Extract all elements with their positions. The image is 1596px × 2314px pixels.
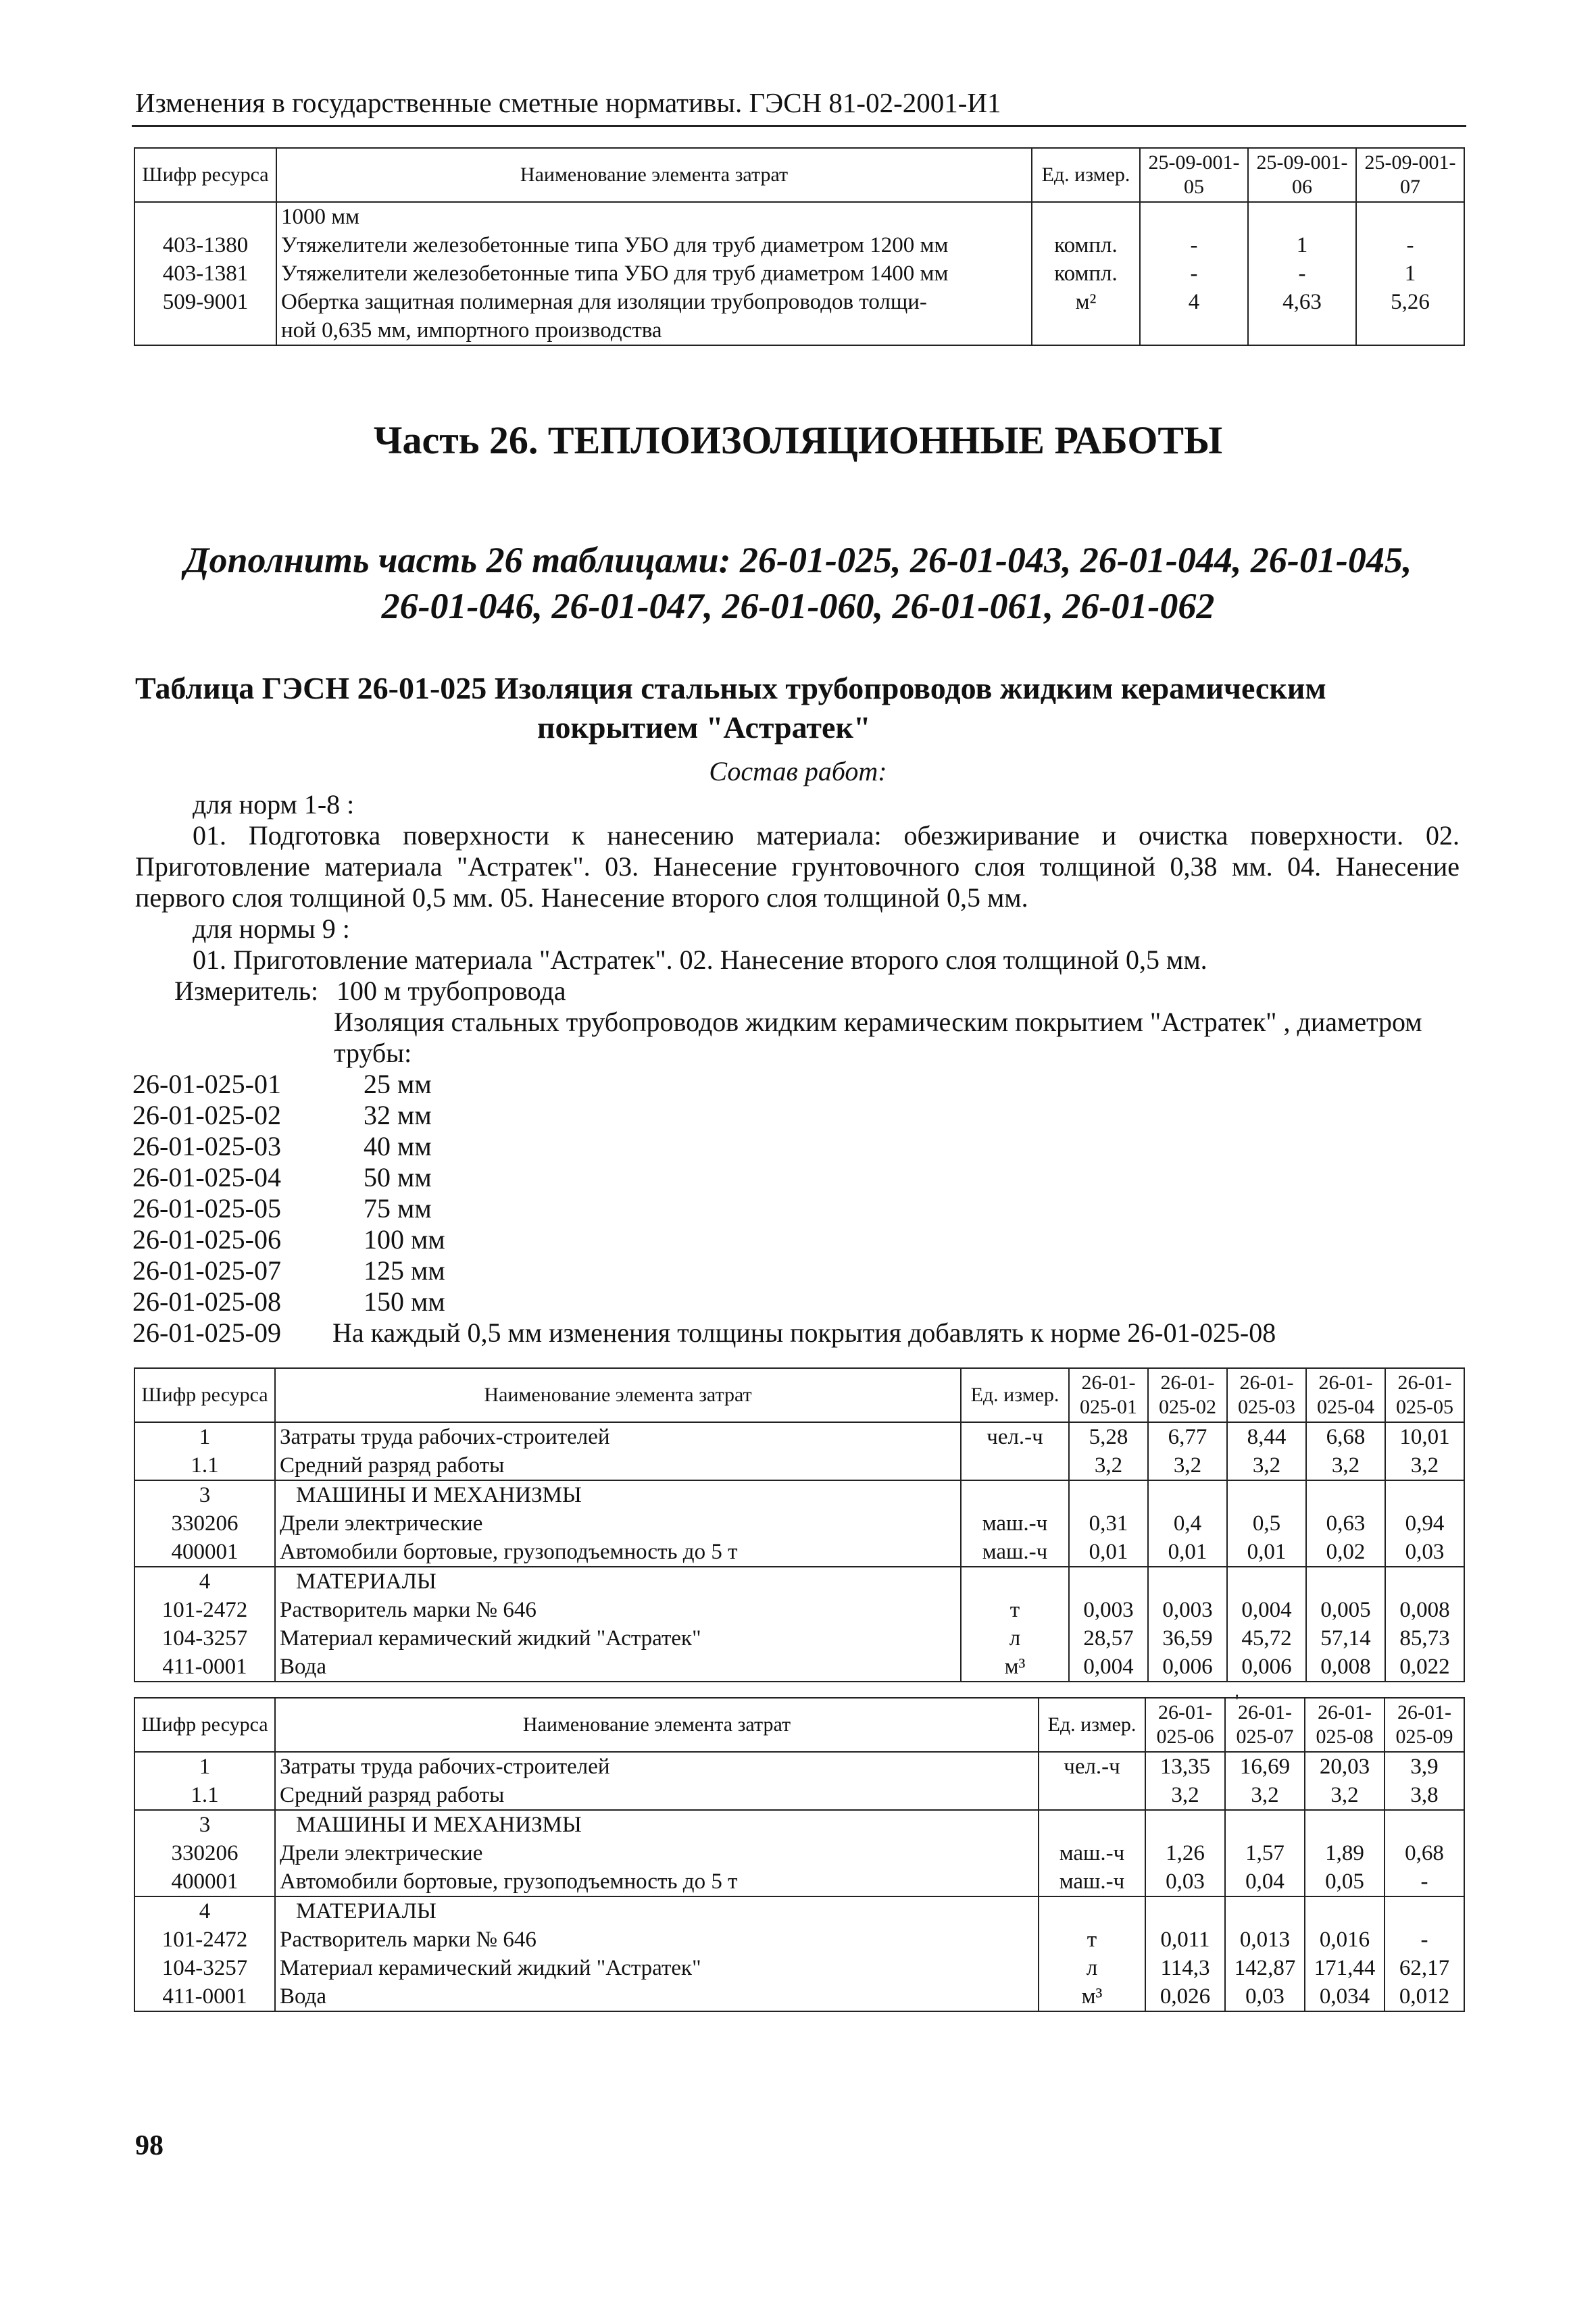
cell-value: 3,9 <box>1385 1752 1464 1781</box>
meter-label: Измеритель: <box>174 976 319 1006</box>
cell-value: 0,006 <box>1227 1653 1306 1682</box>
cell-name: Дрели электрические <box>275 1509 961 1538</box>
list-item <box>132 1193 1276 1224</box>
page-number: 98 <box>135 2130 164 2161</box>
cell-value: 0,63 <box>1306 1509 1385 1538</box>
cell-value <box>1227 1567 1306 1596</box>
cell-value: 0,013 <box>1225 1926 1305 1954</box>
cell-unit: маш.-ч <box>1039 1867 1145 1896</box>
t2-header-norm: 26-01-025-07 <box>1225 1698 1305 1752</box>
table-title-line: покрытием "Астратек" <box>537 710 871 745</box>
cell-value: 114,3 <box>1145 1954 1225 1982</box>
supplement-line: Дополнить часть 26 таблицами: 26-01-025, 26-01-043, 26-01-044, 26-01-045, <box>184 540 1412 580</box>
t1-header-norm: 26-01-025-04 <box>1306 1368 1385 1422</box>
cell-unit <box>961 1567 1069 1596</box>
t2-header-unit: Ед. измер. <box>1039 1698 1145 1752</box>
cell-value <box>1248 202 1356 231</box>
cell-value: 16,69 <box>1225 1752 1305 1781</box>
cell-value: 142,87 <box>1225 1954 1305 1982</box>
cell-code: 411-0001 <box>134 1982 275 2011</box>
cell-value: 0,034 <box>1305 1982 1385 2011</box>
cell-value <box>1248 316 1356 345</box>
cell-value: - <box>1385 1867 1464 1896</box>
cell-value: 10,01 <box>1385 1422 1464 1451</box>
table-row <box>134 1624 1464 1653</box>
cell-value: 0,005 <box>1306 1596 1385 1624</box>
cell-value: 1 <box>1356 259 1464 288</box>
cell-name: Материал керамический жидкий "Астратек" <box>275 1954 1039 1982</box>
cell-value: 1,26 <box>1145 1839 1225 1867</box>
cell-section: МАТЕРИАЛЫ <box>275 1896 1039 1926</box>
cell-value: 0,008 <box>1306 1653 1385 1682</box>
norm-value: 25 мм <box>364 1069 432 1099</box>
cell-value: 1,89 <box>1305 1839 1385 1867</box>
cell-value: 3,2 <box>1385 1451 1464 1480</box>
cell-code: 509-9001 <box>134 288 276 316</box>
top-header-norm: 25-09-001-05 <box>1140 148 1248 202</box>
cell-name: Обертка защитная полимерная для изоляции трубопроводов толщи- <box>276 288 1032 316</box>
norm-code: 26-01-025-04 <box>132 1162 281 1192</box>
top-header-name: Наименование элемента затрат <box>276 148 1032 202</box>
table-row <box>134 1982 1464 2011</box>
table-row <box>134 1954 1464 1982</box>
cell-value: 13,35 <box>1145 1752 1225 1781</box>
cell-value: 3,2 <box>1145 1781 1225 1810</box>
t1-header-norm: 26-01-025-03 <box>1227 1368 1306 1422</box>
cell-value <box>1069 1567 1148 1596</box>
cell-unit: компл. <box>1032 231 1140 259</box>
t2-header-name: Наименование элемента затрат <box>275 1698 1039 1752</box>
cell-value: 0,003 <box>1069 1596 1148 1624</box>
cell-value <box>1306 1480 1385 1509</box>
norms-1-8-label: для норм 1-8 : <box>193 789 355 820</box>
table-row <box>134 1810 1464 1839</box>
norm-code: 26-01-025-07 <box>132 1255 281 1286</box>
table-row <box>134 288 1464 316</box>
cell-value: 45,72 <box>1227 1624 1306 1653</box>
cell-value: 0,04 <box>1225 1867 1305 1896</box>
cell-unit: л <box>1039 1954 1145 1982</box>
cell-unit <box>1039 1781 1145 1810</box>
resources-table-norms-01-05 <box>134 1367 1465 1682</box>
table-row <box>134 1596 1464 1624</box>
list-item <box>132 1100 1276 1131</box>
table-row <box>134 231 1464 259</box>
cell-unit: компл. <box>1032 259 1140 288</box>
list-item <box>132 1317 1276 1349</box>
table-title-line: Таблица ГЭСН 26-01-025 Изоляция стальных трубопроводов жидким керамическим <box>135 671 1326 705</box>
norm-9-label: для нормы 9 : <box>193 913 350 944</box>
table-row <box>134 202 1464 231</box>
top-resources-table <box>134 147 1465 346</box>
norm-code: 26-01-025-01 <box>132 1069 281 1099</box>
cell-value: 5,26 <box>1356 288 1464 316</box>
t1-header-name: Наименование элемента затрат <box>275 1368 961 1422</box>
cell-value: 85,73 <box>1385 1624 1464 1653</box>
cell-unit <box>1032 202 1140 231</box>
cell-value: 20,03 <box>1305 1752 1385 1781</box>
cell-name: Растворитель марки № 646 <box>275 1926 1039 1954</box>
cell-value: 0,02 <box>1306 1538 1385 1567</box>
cell-value <box>1385 1896 1464 1926</box>
cell-code: 330206 <box>134 1839 275 1867</box>
cell-value: 0,004 <box>1069 1653 1148 1682</box>
cell-value: - <box>1140 259 1248 288</box>
part-title: Часть 26. ТЕПЛОИЗОЛЯЦИОННЫЕ РАБОТЫ <box>373 418 1223 462</box>
cell-value <box>1385 1810 1464 1839</box>
cell-value: - <box>1140 231 1248 259</box>
top-header-unit: Ед. измер. <box>1032 148 1140 202</box>
list-item <box>132 1255 1276 1286</box>
cell-code: 4 <box>134 1896 275 1926</box>
cell-value: 0,03 <box>1225 1982 1305 2011</box>
cell-value <box>1140 316 1248 345</box>
cell-value <box>1306 1567 1385 1596</box>
cell-unit: маш.-ч <box>961 1538 1069 1567</box>
cell-name: ной 0,635 мм, импортного производства <box>276 316 1032 345</box>
list-item <box>132 1162 1276 1193</box>
cell-value: 0,05 <box>1305 1867 1385 1896</box>
cell-value <box>1385 1480 1464 1509</box>
cell-value: 3,2 <box>1225 1781 1305 1810</box>
cell-value: 0,012 <box>1385 1982 1464 2011</box>
cell-value: 0,004 <box>1227 1596 1306 1624</box>
cell-name: Растворитель марки № 646 <box>275 1596 961 1624</box>
cell-value <box>1385 1567 1464 1596</box>
cell-value: 3,2 <box>1305 1781 1385 1810</box>
table-row <box>134 1451 1464 1480</box>
supplement-line: 26-01-046, 26-01-047, 26-01-060, 26-01-061, 26-01-062 <box>381 586 1215 626</box>
norm-code: 26-01-025-02 <box>132 1100 281 1130</box>
cell-code: 330206 <box>134 1509 275 1538</box>
norm-value: 75 мм <box>364 1193 432 1224</box>
cell-code: 104-3257 <box>134 1624 275 1653</box>
cell-value: 57,14 <box>1306 1624 1385 1653</box>
t1-header-norm: 26-01-025-01 <box>1069 1368 1148 1422</box>
cell-value: 3,2 <box>1306 1451 1385 1480</box>
norm-value: 100 мм <box>364 1224 445 1255</box>
cell-code <box>134 202 276 231</box>
cell-value: 0,003 <box>1148 1596 1227 1624</box>
cell-unit: т <box>961 1596 1069 1624</box>
cell-unit: чел.-ч <box>961 1422 1069 1451</box>
cell-value: 5,28 <box>1069 1422 1148 1451</box>
cell-value: 0,026 <box>1145 1982 1225 2011</box>
cell-code: 400001 <box>134 1538 275 1567</box>
cell-unit <box>1039 1810 1145 1839</box>
norm-value: На каждый 0,5 мм изменения толщины покрытия добавлять к норме 26-01-025-08 <box>332 1317 1276 1348</box>
work-steps-9: 01. Приготовление материала "Астратек". 02. Нанесение второго слоя толщиной 0,5 мм. <box>193 945 1207 975</box>
cell-code: 411-0001 <box>134 1653 275 1682</box>
norm-value: 32 мм <box>364 1100 432 1130</box>
norm-codes-list <box>132 1069 1276 1349</box>
cell-value: - <box>1385 1926 1464 1954</box>
cell-name: Затраты труда рабочих-строителей <box>275 1752 1039 1781</box>
cell-section: МАШИНЫ И МЕХАНИЗМЫ <box>275 1810 1039 1839</box>
cell-value: 3,2 <box>1069 1451 1148 1480</box>
cell-section: МАТЕРИАЛЫ <box>275 1567 961 1596</box>
cell-value <box>1305 1896 1385 1926</box>
cell-value: 1 <box>1248 231 1356 259</box>
cell-code: 3 <box>134 1480 275 1509</box>
table-row <box>134 1538 1464 1567</box>
cell-code: 1 <box>134 1422 275 1451</box>
cell-value: 0,4 <box>1148 1509 1227 1538</box>
cell-value: - <box>1248 259 1356 288</box>
cell-value <box>1145 1810 1225 1839</box>
stray-mark: ' <box>1235 1690 1239 1713</box>
cell-value: 0,022 <box>1385 1653 1464 1682</box>
norm-code: 26-01-025-09 <box>132 1317 281 1348</box>
top-header-norm: 25-09-001-06 <box>1248 148 1356 202</box>
cell-code: 101-2472 <box>134 1596 275 1624</box>
table-row <box>134 1781 1464 1810</box>
cell-name: 1000 мм <box>276 202 1032 231</box>
table-row <box>134 1480 1464 1509</box>
cell-value <box>1140 202 1248 231</box>
cell-unit: маш.-ч <box>1039 1839 1145 1867</box>
cell-unit: м³ <box>1039 1982 1145 2011</box>
cell-value: 36,59 <box>1148 1624 1227 1653</box>
cell-code: 104-3257 <box>134 1954 275 1982</box>
cell-unit <box>961 1451 1069 1480</box>
cell-value: 0,01 <box>1069 1538 1148 1567</box>
table-row <box>134 1653 1464 1682</box>
cell-unit: маш.-ч <box>961 1509 1069 1538</box>
list-item <box>132 1224 1276 1255</box>
cell-value: 1,57 <box>1225 1839 1305 1867</box>
cell-value: 4 <box>1140 288 1248 316</box>
work-composition-heading: Состав работ: <box>709 756 887 786</box>
cell-code: 403-1380 <box>134 231 276 259</box>
table-row <box>134 1896 1464 1926</box>
cell-value <box>1356 316 1464 345</box>
table-row <box>134 1567 1464 1596</box>
cell-section: МАШИНЫ И МЕХАНИЗМЫ <box>275 1480 961 1509</box>
t2-header-norm: 26-01-025-06 <box>1145 1698 1225 1752</box>
cell-value: 4,63 <box>1248 288 1356 316</box>
t1-header-unit: Ед. измер. <box>961 1368 1069 1422</box>
cell-value: 0,011 <box>1145 1926 1225 1954</box>
cell-value: 0,5 <box>1227 1509 1306 1538</box>
cell-name: Автомобили бортовые, грузоподъемность до 5 т <box>275 1867 1039 1896</box>
table-row <box>134 1926 1464 1954</box>
cell-value <box>1225 1896 1305 1926</box>
running-header: Изменения в государственные сметные нормативы. ГЭСН 81-02-2001-И1 <box>135 87 1001 118</box>
cell-code: 3 <box>134 1810 275 1839</box>
cell-unit <box>1032 316 1140 345</box>
table-title <box>135 669 1460 747</box>
cell-value <box>1148 1567 1227 1596</box>
cell-value: 0,94 <box>1385 1509 1464 1538</box>
cell-code: 1 <box>134 1752 275 1781</box>
cell-code: 101-2472 <box>134 1926 275 1954</box>
norm-code: 26-01-025-05 <box>132 1193 281 1224</box>
cell-value <box>1069 1480 1148 1509</box>
norm-code: 26-01-025-08 <box>132 1286 281 1317</box>
t1-header-norm: 26-01-025-02 <box>1148 1368 1227 1422</box>
t2-header-code: Шифр ресурса <box>134 1698 275 1752</box>
cell-value: 6,68 <box>1306 1422 1385 1451</box>
cell-unit: чел.-ч <box>1039 1752 1145 1781</box>
cell-unit: м² <box>1032 288 1140 316</box>
cell-name: Утяжелители железобетонные типа УБО для труб диаметром 1400 мм <box>276 259 1032 288</box>
cell-name: Затраты труда рабочих-строителей <box>275 1422 961 1451</box>
t1-header-code: Шифр ресурса <box>134 1368 275 1422</box>
cell-value <box>1145 1896 1225 1926</box>
cell-value: 3,8 <box>1385 1781 1464 1810</box>
norm-value: 150 мм <box>364 1286 445 1317</box>
cell-unit <box>1039 1896 1145 1926</box>
table-row <box>134 1422 1464 1451</box>
header-rule <box>132 125 1466 127</box>
cell-unit <box>961 1480 1069 1509</box>
cell-code: 400001 <box>134 1867 275 1896</box>
cell-value: 0,006 <box>1148 1653 1227 1682</box>
t2-header-norm: 26-01-025-09 <box>1385 1698 1464 1752</box>
cell-value <box>1305 1810 1385 1839</box>
cell-value: 0,03 <box>1385 1538 1464 1567</box>
cell-value: 0,016 <box>1305 1926 1385 1954</box>
cell-value: 0,31 <box>1069 1509 1148 1538</box>
cell-name: Автомобили бортовые, грузоподъемность до 5 т <box>275 1538 961 1567</box>
supplement-note <box>0 537 1596 629</box>
cell-value: 0,03 <box>1145 1867 1225 1896</box>
norm-code: 26-01-025-06 <box>132 1224 281 1255</box>
cell-value <box>1356 202 1464 231</box>
list-item <box>132 1286 1276 1317</box>
norm-value: 50 мм <box>364 1162 432 1192</box>
cell-value: 3,2 <box>1227 1451 1306 1480</box>
table-row <box>134 1839 1464 1867</box>
cell-code: 1.1 <box>134 1451 275 1480</box>
meter-value: 100 м трубопровода <box>336 976 566 1006</box>
cell-value: 0,01 <box>1227 1538 1306 1567</box>
cell-code <box>134 316 276 345</box>
cell-name: Средний разряд работы <box>275 1451 961 1480</box>
cell-value: 28,57 <box>1069 1624 1148 1653</box>
cell-value: 171,44 <box>1305 1954 1385 1982</box>
top-header-norm: 25-09-001-07 <box>1356 148 1464 202</box>
table-row <box>134 1509 1464 1538</box>
cell-value: 3,2 <box>1148 1451 1227 1480</box>
norm-value: 40 мм <box>364 1131 432 1161</box>
cell-value <box>1148 1480 1227 1509</box>
cell-name: Утяжелители железобетонные типа УБО для труб диаметром 1200 мм <box>276 231 1032 259</box>
cell-name: Дрели электрические <box>275 1839 1039 1867</box>
list-item <box>132 1131 1276 1162</box>
cell-code: 403-1381 <box>134 259 276 288</box>
cell-value: 8,44 <box>1227 1422 1306 1451</box>
t2-header-norm: 26-01-025-08 <box>1305 1698 1385 1752</box>
cell-unit: л <box>961 1624 1069 1653</box>
cell-value: 0,01 <box>1148 1538 1227 1567</box>
cell-name: Материал керамический жидкий "Астратек" <box>275 1624 961 1653</box>
table-row <box>134 1867 1464 1896</box>
norms-description: Изоляция стальных трубопроводов жидким керамическим покрытием "Астратек" , диаметром трубы: <box>334 1007 1422 1068</box>
work-steps-1-8: 01. Подготовка поверхности к нанесению материала: обезжиривание и очистка поверхности. 02. Приготовление материала "Астратек". 03. Нанесение грунтовочного слоя толщиной 0,38 мм. 04. Нанесение первого слоя толщиной 0,5 мм. 05. Нанесение второго слоя толщиной 0,5 мм. <box>135 820 1460 913</box>
list-item <box>132 1069 1276 1100</box>
cell-name: Средний разряд работы <box>275 1781 1039 1810</box>
norm-value: 125 мм <box>364 1255 445 1286</box>
t1-header-norm: 26-01-025-05 <box>1385 1368 1464 1422</box>
resources-table-norms-06-09 <box>134 1697 1465 2012</box>
cell-unit: т <box>1039 1926 1145 1954</box>
cell-value: 0,008 <box>1385 1596 1464 1624</box>
table-row <box>134 1752 1464 1781</box>
cell-value: - <box>1356 231 1464 259</box>
cell-unit: м³ <box>961 1653 1069 1682</box>
cell-value: 6,77 <box>1148 1422 1227 1451</box>
cell-value: 62,17 <box>1385 1954 1464 1982</box>
table-row <box>134 259 1464 288</box>
cell-code: 4 <box>134 1567 275 1596</box>
cell-name: Вода <box>275 1982 1039 2011</box>
norm-code: 26-01-025-03 <box>132 1131 281 1161</box>
cell-value <box>1227 1480 1306 1509</box>
table-row <box>134 316 1464 345</box>
cell-code: 1.1 <box>134 1781 275 1810</box>
top-header-code: Шифр ресурса <box>134 148 276 202</box>
cell-value <box>1225 1810 1305 1839</box>
cell-value: 0,68 <box>1385 1839 1464 1867</box>
cell-name: Вода <box>275 1653 961 1682</box>
